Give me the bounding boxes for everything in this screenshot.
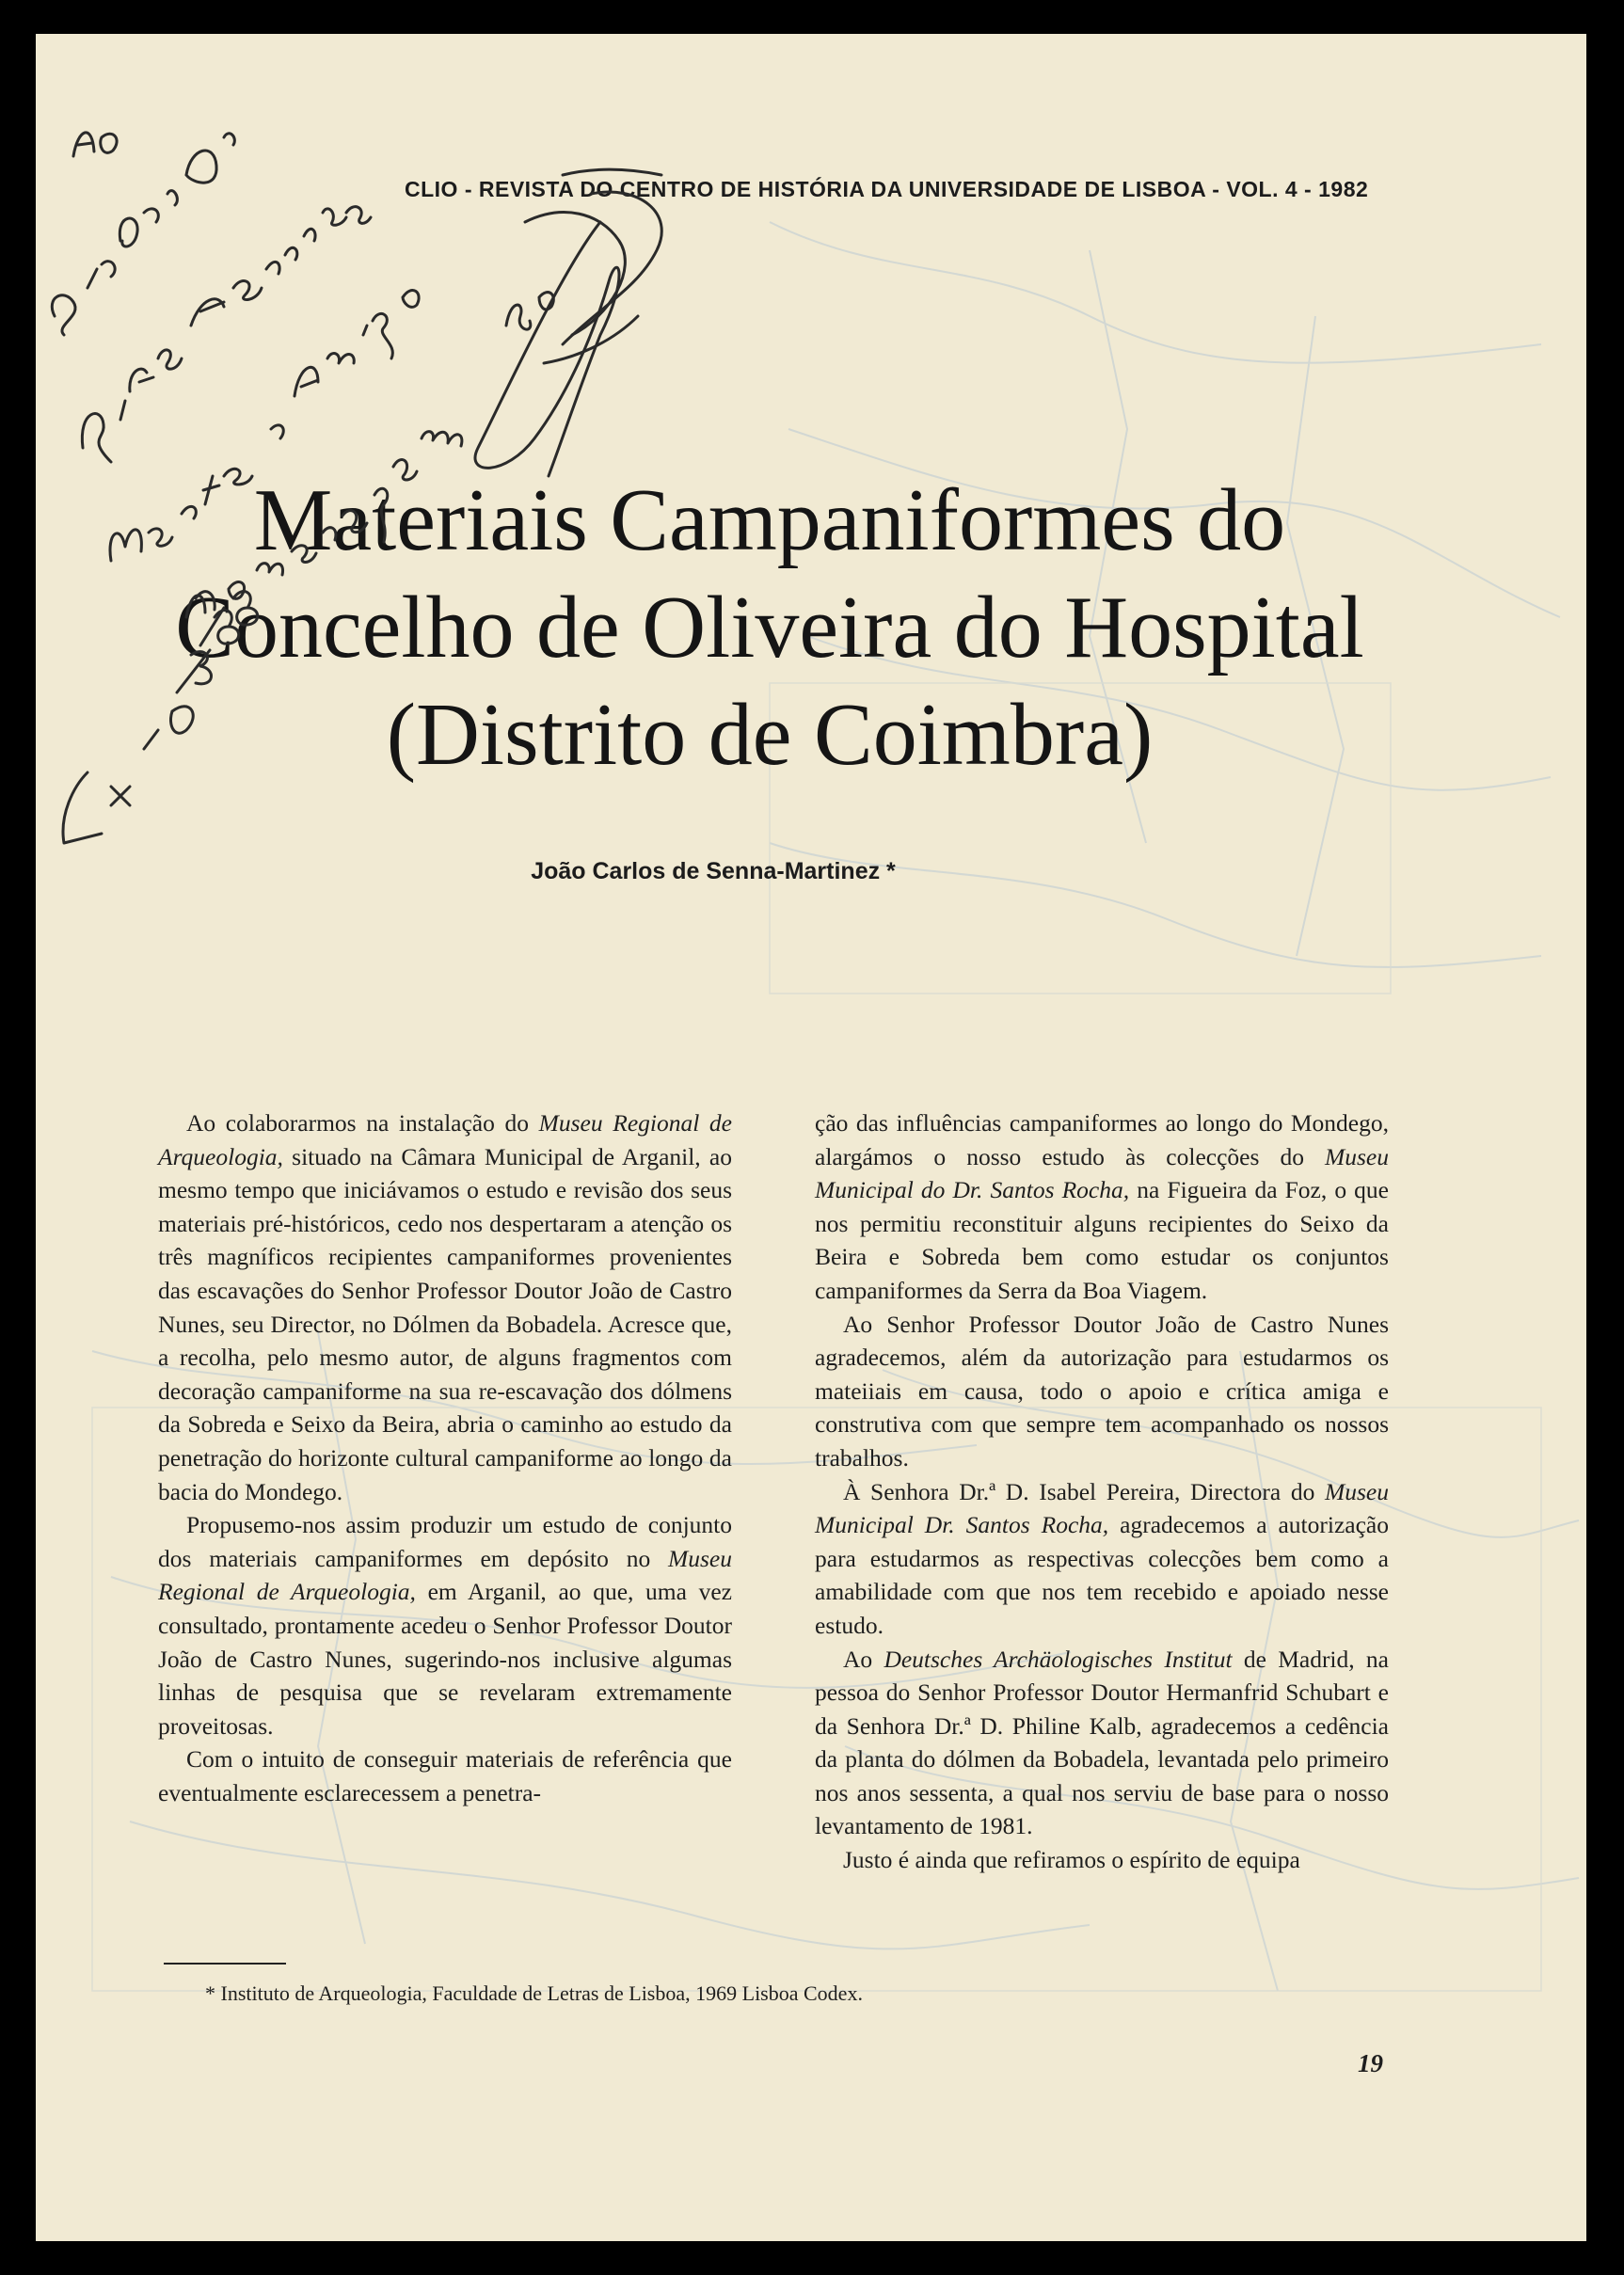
page-number: 19 bbox=[1358, 2049, 1383, 2077]
paragraph: Ao Senhor Professor Doutor João de Castro Nunes agradecemos, além da autorização para estudarmos os mateiiais em causa, todo o apoio e crítica amiga e construtiva com que sempre tem acompanhado os nossos trabalhos. bbox=[815, 1310, 1389, 1472]
paragraph: Justo é ainda que refiramos o espírito de equipa bbox=[843, 1846, 1300, 1874]
body-column-right bbox=[815, 1106, 1389, 1877]
paragraph: Ao Deutsches Archäologisches Institut de Madrid, na pessoa do Senhor Professor Doutor Hermanfrid Schubart e da Senhora Dr.ª D. Philine Kalb, agradecemos a cedência da planta do dólmen da Bobadela, levantada pelo primeiro nos anos sessenta, a qual nos serviu de base para o nosso levantamento de 1981. bbox=[815, 1645, 1389, 1840]
paragraph: À Senhora Dr.ª D. Isabel Pereira, Directora do Museu Municipal Dr. Santos Rocha, agradecemos a autorização para estudarmos as respectivas colecções bem como a amabilidade com que nos tem recebido e apoiado nesse estudo. bbox=[815, 1477, 1389, 1639]
title-line-3: (Distrito de Coimbra) bbox=[386, 686, 1154, 784]
running-head: CLIO - REVISTA DO CENTRO DE HISTÓRIA DA UNIVERSIDADE DE LISBOA - VOL. 4 - 1982 bbox=[405, 177, 1369, 201]
footnote-rule bbox=[164, 1963, 286, 1965]
paragraph: ção das influências campaniformes ao longo do Mondego, alargámos o nosso estudo às colecções do Museu Municipal do Dr. Santos Rocha, na Figueira da Foz, o que nos permitiu reconstituir alguns recipientes do Seixo da Beira e Sobreda bem como estudar os conjuntos campaniformes da Serra da Boa Viagem. bbox=[815, 1109, 1390, 1304]
body-column-left bbox=[158, 1106, 732, 1809]
paragraph: Ao colaborarmos na instalação do Museu Regional de Arqueologia, situado na Câmara Municipal de Arganil, ao mesmo tempo que iniciávamos o estudo e revisão dos seus materiais pré-históricos, cedo nos despertaram a atenção os três magníficos recipientes campaniformes provenientes das escavações do Senhor Professor Doutor João de Castro Nunes, seu Director, no Dólmen da Bobadela. Acresce que, a recolha, pelo mesmo autor, de alguns fragmentos com decoração campaniforme na sua re-escavação dos dólmens da Sobreda e Seixo da Beira, abria o caminho ao estudo da penetração do horizonte cultural campaniforme ao longo da bacia do Mondego. bbox=[158, 1109, 732, 1505]
title-line-1: Materiais Campaniformes do bbox=[253, 471, 1286, 569]
paragraph: Com o intuito de conseguir materiais de referência que eventualmente esclarecessem a penetra- bbox=[158, 1745, 732, 1806]
article-title bbox=[92, 467, 1447, 788]
paragraph: Propusemo-nos assim produzir um estudo de conjunto dos materiais campaniformes em depósito no Museu Regional de Arqueologia, em Arganil, ao que, uma vez consultado, prontamente acedeu o Senhor Professor Doutor João de Castro Nunes, sugerindo-nos inclusive algumas linhas de pesquisa que se revelaram extremamente proveitosas. bbox=[158, 1511, 732, 1740]
author-byline: João Carlos de Senna-Martinez * bbox=[531, 858, 896, 884]
title-line-2: Concelho de Oliveira do Hospital bbox=[175, 579, 1364, 676]
journal-page bbox=[36, 34, 1586, 2241]
footnote: * Instituto de Arqueologia, Faculdade de Letras de Lisboa, 1969 Lisboa Codex. bbox=[205, 1981, 863, 2005]
